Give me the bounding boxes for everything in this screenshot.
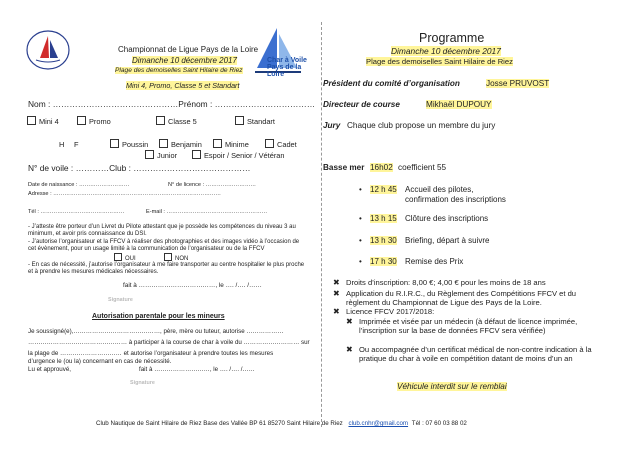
char-a-voile-logo-text: Char à Voile Pays de la Loire xyxy=(267,57,307,78)
footer xyxy=(96,420,467,427)
cross-bullet-icon: ✖ xyxy=(346,345,353,354)
schedule-text: Briefing, départ à suivre xyxy=(405,236,490,245)
cross-bullet-icon: ✖ xyxy=(333,307,340,316)
email-field[interactable]: E-mail : ……………………………………………… xyxy=(146,209,268,215)
basse-mer-label: Basse mer xyxy=(323,163,365,172)
schedule-time: 13 h 15 xyxy=(370,214,397,223)
char-a-voile-logo xyxy=(247,24,309,86)
info-reglement: Application du R.I.R.C., du Règlement des Compétitions FFCV et du règlement du Championnat de Ligue des Pays de la Loire. xyxy=(346,289,577,307)
sex-h-label[interactable]: H xyxy=(59,140,65,149)
checkbox-benjamin[interactable]: Benjamin xyxy=(159,139,202,149)
schedule-item-4 xyxy=(359,257,397,266)
checkbox-poussin[interactable]: Poussin xyxy=(110,139,148,149)
directeur-name: Mikhaël DUPOUY xyxy=(426,100,492,109)
checkbox-minime[interactable]: Minime xyxy=(213,139,249,149)
schedule-time: 17 h 30 xyxy=(370,257,397,266)
footer-tel: Tél : 07 60 03 88 02 xyxy=(411,420,467,427)
signature-label: Signature xyxy=(108,297,133,303)
checkbox-standart[interactable]: Standart xyxy=(235,116,275,126)
autorisation-title: Autorisation parentale pour les mineurs xyxy=(92,313,225,320)
jury-label: Jury xyxy=(323,121,341,130)
naissance-field[interactable]: Date de naissance : ……………………… xyxy=(28,182,130,188)
basse-mer-time: 16h02 xyxy=(370,163,393,172)
licence-sub-2: Ou accompagnée d’un certificat médical de non-contre indication à la pratique du char à voile en compétition datant de moins d’un an xyxy=(359,345,592,363)
left-date: Dimanche 10 décembre 2017 xyxy=(132,56,237,65)
schedule-time: 12 h 45 xyxy=(370,185,397,194)
schedule-time: 13 h 30 xyxy=(370,236,397,245)
checkbox-mini4[interactable]: Mini 4 xyxy=(27,116,59,126)
vehicule-interdit: Véhicule interdit sur le remblai xyxy=(397,382,507,391)
club-nautique-logo xyxy=(22,26,74,74)
checkbox-cadet[interactable]: Cadet xyxy=(265,139,297,149)
checkbox-promo[interactable]: Promo xyxy=(77,116,111,126)
licence-field[interactable]: N° de licence : ……………………… xyxy=(168,182,257,188)
auto-line-1[interactable]: Je soussigné(e),……………………………………, père, mère ou tuteur, autorise ……………… xyxy=(28,328,284,335)
championnat-title: Championnat de Ligue Pays de la Loire xyxy=(118,45,259,54)
jury-text: Chaque club propose un membre du jury xyxy=(347,121,496,130)
president-name: Josse PRUVOST xyxy=(486,79,550,88)
left-classes: Mini 4, Promo, Classe 5 et Standart xyxy=(126,81,240,90)
licence-sub-1: Imprimée et visée par un médecin (à défaut de licence imprimée, l’inscription sur la base de données FFCV sera vérifiée) xyxy=(359,317,578,335)
footer-email[interactable]: club.cnhr@gmail.com xyxy=(348,420,409,427)
photo-non-option[interactable]: NON xyxy=(164,253,188,262)
nom-prenom-line[interactable]: Nom : ………………………………………Prénom : ……………………………… xyxy=(28,99,316,109)
right-lieu: Plage des demoiselles Saint Hilaire de Riez xyxy=(366,57,513,66)
coefficient: coefficient 55 xyxy=(398,163,447,172)
sex-f-label[interactable]: F xyxy=(74,140,79,149)
cross-bullet-icon: ✖ xyxy=(333,289,340,298)
adresse-field[interactable]: Adresse : ……………………………………………………………………………… xyxy=(28,191,221,197)
bullet-dot-icon: • xyxy=(359,185,362,194)
directeur-label: Directeur de course xyxy=(323,100,400,109)
bullet-dot-icon: • xyxy=(359,257,362,266)
schedule-text: Clôture des inscriptions xyxy=(405,214,489,223)
voile-club-line[interactable]: N° de voile : …………Club : …………………………………… xyxy=(28,163,251,173)
attestation-2: - J’autorise l’organisateur et la FFCV à réaliser des photographies et des images vidéo à l’occasion de cet évènement, pour un usage limité à la communication de l’organisateur ou de la FFCV xyxy=(28,239,300,252)
cross-bullet-icon: ✖ xyxy=(346,317,353,326)
left-lieu: Plage des demoiselles Saint Hilaire de Riez xyxy=(115,67,243,74)
right-date: Dimanche 10 décembre 2017 xyxy=(391,46,501,56)
cross-bullet-icon: ✖ xyxy=(333,278,340,287)
attestation-3: - En cas de nécessité, j’autorise l’organisateur à me faire transporter au centre hospitalier le plus proche et à prendre les mesures médicales nécessaires. xyxy=(28,262,305,275)
auto-line-2[interactable]: ………………………………………… à participer à la course de char à voile du ……………………… sur xyxy=(28,339,310,346)
schedule-item-2 xyxy=(359,214,397,223)
auto-line-3[interactable]: la plage de ………………………… et autorise l’organisateur à prendre toutes les mesures xyxy=(28,350,274,357)
checkbox-junior[interactable]: Junior xyxy=(145,150,177,160)
column-divider xyxy=(321,22,322,427)
signature-label-2: Signature xyxy=(130,380,155,386)
info-droits: Droits d’inscription: 8,00 €; 4,00 € pour les moins de 18 ans xyxy=(346,278,546,287)
fait-a-line-2[interactable]: fait à ………………………, le …. /…. /…… xyxy=(139,366,255,373)
programme-title: Programme xyxy=(419,31,485,45)
schedule-item-1 xyxy=(359,185,397,194)
attestation-1: - J’atteste être porteur d’un Livret du Pilote attestant que je possède les compétences du niveau 3 au minimum, et avoir pris connaissance du DSI. xyxy=(28,224,296,237)
auto-line-4: d’urgence le (ou la) concernant en cas de nécessité. xyxy=(28,358,172,365)
photo-oui-option[interactable]: OUI xyxy=(114,253,136,262)
info-licence: Licence FFCV 2017/2018: xyxy=(346,307,435,316)
tel-field[interactable]: Tél : ……………………………………… xyxy=(28,209,125,215)
schedule-text: Remise des Prix xyxy=(405,257,464,266)
bullet-dot-icon: • xyxy=(359,236,362,245)
footer-address: Club Nautique de Saint Hilaire de Riez Base des Vallée BP 61 85270 Saint Hilaire de Riez xyxy=(96,420,343,427)
fait-a-line[interactable]: fait à ………………………………, le …. /…. /…… xyxy=(123,282,262,289)
schedule-item-3 xyxy=(359,236,397,245)
auto-line-5: Lu et approuvé, xyxy=(28,366,72,373)
schedule-text: Accueil des pilotes, confirmation des inscriptions xyxy=(405,185,506,204)
checkbox-classe5[interactable]: Classe 5 xyxy=(156,116,197,126)
checkbox-espoir-senior-veteran[interactable]: Espoir / Senior / Vétéran xyxy=(192,150,285,160)
bullet-dot-icon: • xyxy=(359,214,362,223)
president-label: Président du comité d’organisation xyxy=(323,79,460,88)
